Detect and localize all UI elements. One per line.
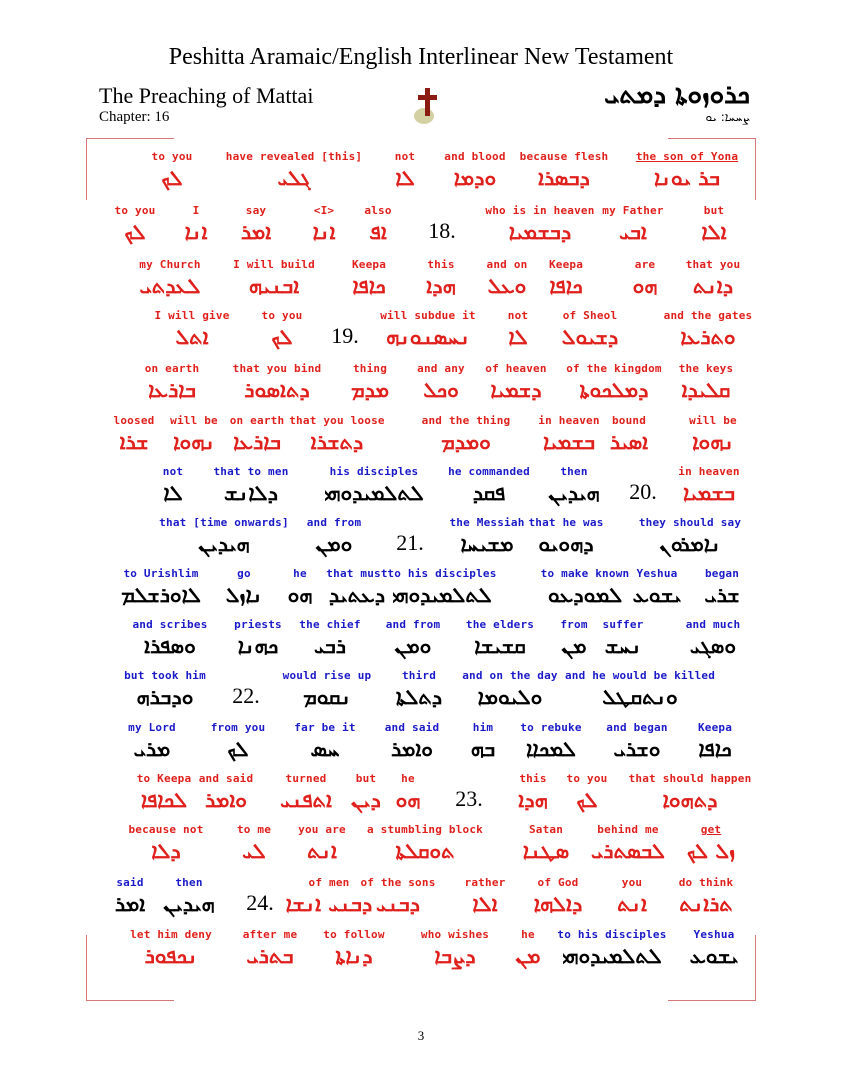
syriac-word: ܢܟܦܘܪ xyxy=(144,944,198,968)
english-gloss: go xyxy=(237,567,251,580)
syriac-word: ܠܟ xyxy=(271,325,293,349)
syriac-word: ܒܗ xyxy=(470,737,496,761)
english-gloss: began xyxy=(704,567,740,580)
english-gloss: because flesh xyxy=(519,150,609,163)
interlinear-row xyxy=(0,928,842,980)
syriac-word: ܒܐܪܥܐ xyxy=(148,378,196,402)
syriac-word: ܝܫܘܥ xyxy=(632,583,682,607)
cross-icon xyxy=(410,86,444,126)
english-gloss: and much xyxy=(685,618,741,631)
verse-number: 24. xyxy=(246,890,274,915)
english-gloss: after me xyxy=(242,928,298,941)
english-gloss: will be xyxy=(689,414,737,427)
english-gloss: and he would be killed xyxy=(564,669,716,682)
english-gloss: the elders xyxy=(465,618,535,631)
english-gloss: would rise up xyxy=(282,669,372,682)
syriac-word: ܢܗܘܐ xyxy=(173,430,215,454)
syriac-word: ܕܐܠܗܐ xyxy=(533,892,583,916)
syriac-word: ܠܐ xyxy=(163,481,183,505)
english-gloss: of the sons xyxy=(360,876,436,889)
syriac-word: ܘܟܠ xyxy=(423,378,459,402)
english-gloss: to you xyxy=(566,772,608,785)
verse-number: 22. xyxy=(232,683,260,708)
syriac-word: ܘܕܒܪܗ xyxy=(136,685,194,709)
english-gloss: you xyxy=(621,876,643,889)
english-gloss: third xyxy=(401,669,437,682)
syriac-word: ܐܡܪ xyxy=(240,220,272,244)
english-gloss: from you xyxy=(210,721,266,734)
syriac-word: ܐܢܐ xyxy=(184,220,208,244)
syriac-word: ܒܫܡܝܐ xyxy=(682,481,736,505)
english-gloss: you are xyxy=(298,823,346,836)
document-title: Peshitta Aramaic/English Interlinear New Testament xyxy=(168,44,674,70)
syriac-word: ܘܫܪܝ xyxy=(613,737,661,761)
english-gloss: will be xyxy=(170,414,218,427)
syriac-word: ܐܢܐ xyxy=(312,220,336,244)
english-gloss: of men xyxy=(308,876,350,889)
english-gloss: to make known xyxy=(540,567,630,580)
english-gloss: to his disciples xyxy=(387,567,497,580)
english-gloss: that must xyxy=(326,567,388,580)
syriac-word: ܕܬܠܬܐ xyxy=(395,685,443,709)
english-gloss: behind me xyxy=(597,823,659,836)
english-gloss: that to men xyxy=(213,465,289,478)
english-gloss: of God xyxy=(537,876,579,889)
syriac-word: ܩܠܝܕܐ xyxy=(681,378,731,402)
english-gloss: and scribes xyxy=(132,618,208,631)
syriac-word: ܕܠܐ xyxy=(151,839,181,863)
syriac-word: ܦܩܕ xyxy=(472,481,506,505)
syriac-word: ܗܝܕܝܢ xyxy=(548,481,600,505)
syriac-word: ܕܝܢ xyxy=(351,788,381,812)
english-gloss: Satan xyxy=(528,823,564,836)
syriac-word: ܠܝ xyxy=(242,839,266,863)
syriac-word: ܢܐܙܠ xyxy=(225,583,263,607)
english-gloss: and said xyxy=(384,721,440,734)
syriac-word: ܟܐܦܐ xyxy=(352,274,386,298)
english-gloss: have revealed [this] xyxy=(225,150,363,163)
english-gloss: not xyxy=(162,465,184,478)
english-gloss: of the kingdom xyxy=(566,362,662,375)
syriac-word: ܕܬܫܪܐ xyxy=(310,430,364,454)
syriac-word: ܠܬܠܡܝܕܘܗܝ xyxy=(324,481,424,505)
syriac-word: ܐܬܦܢܝ xyxy=(280,788,332,812)
syriac-word: ܐܬܠ xyxy=(175,325,209,349)
syriac-word: ܠܥܕܬܝ xyxy=(139,274,201,298)
syriac-word: ܒܬܪܝ xyxy=(246,944,294,968)
english-gloss: in heaven xyxy=(678,465,740,478)
syriac-word: ܕܒܢܝ ܐܢܫܐ xyxy=(285,892,373,916)
syriac-word: ܢܚܣܢܘܢܗ xyxy=(386,325,470,349)
english-gloss: this xyxy=(427,258,455,271)
syriac-word: ܕܬܐܣܘܪ xyxy=(244,378,310,402)
syriac-word: ܠܬܠܡܝܕܘܗܝ xyxy=(562,944,662,968)
english-gloss: Yeshua xyxy=(636,567,678,580)
english-gloss: then xyxy=(560,465,588,478)
english-gloss: who is in heaven xyxy=(485,204,595,217)
english-gloss: that should happen xyxy=(628,772,752,785)
verse-number: 21. xyxy=(396,530,424,555)
syriac-word: ܡܢ xyxy=(515,944,541,968)
interlinear-row xyxy=(0,669,842,721)
syriac-word: ܠܐ xyxy=(395,166,415,190)
english-gloss: to you xyxy=(114,204,156,217)
syriac-word: ܬܘܩܠܬܐ xyxy=(395,839,455,863)
english-gloss: said xyxy=(116,876,144,889)
syriac-word: ܗܘ xyxy=(395,788,421,812)
syriac-chapter-label: ܨܚܚܐ: ܝܘ xyxy=(705,110,750,124)
syriac-word: ܡܢ xyxy=(561,634,587,658)
syriac-word: ܗܝܕܝܢ xyxy=(198,532,250,556)
syriac-word: ܫܪܝ xyxy=(704,583,740,607)
syriac-word: ܡܕܡ xyxy=(351,378,389,402)
syriac-word: ܢܗܘܐ xyxy=(692,430,734,454)
syriac-word: ܠܟ xyxy=(161,166,183,190)
chapter-label: Chapter: 16 xyxy=(99,109,170,125)
syriac-word: ܗܘ xyxy=(287,583,313,607)
syriac-word: ܐܡܪ xyxy=(114,892,146,916)
syriac-word: ܠܬܠܡܝܕܘܗܝ xyxy=(392,583,492,607)
english-gloss: the son of Yona xyxy=(635,150,739,163)
english-gloss: Keepa xyxy=(548,258,584,271)
syriac-word: ܠܐܘܪܫܠܡ xyxy=(121,583,201,607)
syriac-word: ܕܫܡܝܐ xyxy=(490,378,542,402)
syriac-word: ܕܡܠܟܘܬܐ xyxy=(579,378,649,402)
syriac-word: ܘܡܕܡ xyxy=(441,430,491,454)
frame-bottom-left xyxy=(86,1000,174,1001)
page-number: 3 xyxy=(417,1028,425,1043)
interlinear-row xyxy=(0,362,842,414)
english-gloss: bound xyxy=(611,414,647,427)
english-gloss: he xyxy=(521,928,535,941)
english-gloss: are xyxy=(634,258,656,271)
syriac-word: ܟܐܦܐ xyxy=(698,737,732,761)
english-gloss: to you xyxy=(261,309,303,322)
english-gloss: let him deny xyxy=(130,928,212,941)
syriac-word: ܠܟ xyxy=(576,788,598,812)
syriac-word: ܗܕܐ xyxy=(518,788,548,812)
english-gloss: and from xyxy=(306,516,362,529)
english-gloss: that you xyxy=(685,258,741,271)
syriac-word: ܕܒܢܝ xyxy=(375,892,421,916)
english-gloss: Keepa xyxy=(697,721,733,734)
english-gloss: and the thing xyxy=(421,414,511,427)
english-gloss: to his disciples xyxy=(557,928,667,941)
syriac-word: ܢܚܫ xyxy=(604,634,642,658)
english-gloss: suffer xyxy=(602,618,644,631)
syriac-word: ܒܫܡܝܐ xyxy=(542,430,596,454)
syriac-word: ܠܡܘܕܥܘ xyxy=(547,583,623,607)
syriac-word: ܐܢܬ xyxy=(617,892,647,916)
syriac-word: ܕܗܘܝܘ xyxy=(538,532,594,556)
syriac-word: ܢܐܡܪܘܢ xyxy=(659,532,721,556)
english-gloss: and began xyxy=(606,721,668,734)
syriac-word: ܬܪܐܢܬ xyxy=(679,892,733,916)
syriac-word: ܘܕܡܐ xyxy=(453,166,497,190)
syriac-word: ܗܕܐ xyxy=(426,274,456,298)
interlinear-row xyxy=(0,876,842,928)
english-gloss: because not xyxy=(128,823,204,836)
syriac-word: ܚܣ xyxy=(310,737,340,761)
english-gloss: will subdue it xyxy=(380,309,476,322)
english-gloss: they should say xyxy=(638,516,742,529)
english-gloss: priests xyxy=(234,618,282,631)
syriac-word: ܫܪܐ xyxy=(119,430,149,454)
syriac-word: ܩܫܝܫܐ xyxy=(474,634,526,658)
english-gloss: to rebuke xyxy=(520,721,582,734)
frame-top-right xyxy=(668,138,756,139)
english-gloss: and from xyxy=(385,618,441,631)
english-gloss: to follow xyxy=(323,928,385,941)
english-gloss: this xyxy=(519,772,547,785)
english-gloss: he commanded xyxy=(448,465,530,478)
syriac-word: ܕܠܐܢܫ xyxy=(224,481,278,505)
english-gloss: but xyxy=(355,772,377,785)
interlinear-row xyxy=(0,721,842,773)
syriac-word: ܗܝܕܝܢ xyxy=(163,892,215,916)
interlinear-row xyxy=(0,618,842,670)
english-gloss: and any xyxy=(417,362,465,375)
syriac-word: ܐܠܐ xyxy=(701,220,727,244)
interlinear-row xyxy=(0,823,842,875)
english-gloss: to you xyxy=(151,150,193,163)
english-gloss: Keepa xyxy=(351,258,387,271)
english-gloss: rather xyxy=(464,876,506,889)
verse-number: 23. xyxy=(455,786,483,811)
english-gloss: that you loose xyxy=(289,414,385,427)
syriac-word: ܡܪܝ xyxy=(133,737,171,761)
syriac-word: ܐܢܬ xyxy=(307,839,337,863)
syriac-word: ܘܬܪܥܐ xyxy=(680,325,736,349)
syriac-word: ܐܒܢܝܗ xyxy=(248,274,300,298)
english-gloss: of Sheol xyxy=(562,309,618,322)
interlinear-row xyxy=(0,465,842,517)
english-gloss: my Father xyxy=(602,204,664,217)
syriac-word: ܕܢܐܬܐ xyxy=(335,944,373,968)
syriac-word: ܪܒܝ xyxy=(314,634,346,658)
syriac-word: ܒܐܪܥܐ xyxy=(233,430,281,454)
english-gloss: not xyxy=(507,309,529,322)
syriac-word: ܕܬܗܘܐ xyxy=(662,788,718,812)
english-gloss: I will build xyxy=(233,258,315,271)
verse-number: 18. xyxy=(428,218,456,243)
syriac-word: ܘܣܓܝ xyxy=(689,634,737,658)
english-gloss: the chief xyxy=(299,618,361,631)
english-gloss: say xyxy=(245,204,267,217)
interlinear-row xyxy=(0,772,842,824)
interlinear-row xyxy=(0,258,842,310)
verse-number: 20. xyxy=(629,479,657,504)
english-gloss: to me xyxy=(236,823,272,836)
syriac-word: ܠܒܣܬܪܝ xyxy=(591,839,665,863)
syriac-word: ܟܐܦܐ xyxy=(549,274,583,298)
syriac-word: ܒܪ ܝܘܢܐ xyxy=(654,166,720,190)
english-gloss: on earth xyxy=(229,414,285,427)
syriac-word: ܠܟ xyxy=(124,220,146,244)
syriac-word: ܠܟ xyxy=(227,737,249,761)
english-gloss: I will give xyxy=(154,309,230,322)
syriac-word: ܣܛܢܐ xyxy=(522,839,570,863)
english-gloss: on earth xyxy=(144,362,200,375)
english-gloss: the keys xyxy=(678,362,734,375)
syriac-word: ܐܣܝܪ xyxy=(609,430,649,454)
syriac-word: ܕܫܝܘܠ xyxy=(561,325,619,349)
english-gloss: turned xyxy=(285,772,327,785)
book-title: The Preaching of Mattai xyxy=(99,83,314,108)
english-gloss: of heaven xyxy=(485,362,547,375)
syriac-word: ܘܡܢ xyxy=(315,532,353,556)
english-gloss: he xyxy=(293,567,307,580)
interlinear-row xyxy=(0,567,842,619)
english-gloss: and on xyxy=(486,258,528,271)
english-gloss: that you bind xyxy=(232,362,322,375)
english-gloss: and the gates xyxy=(663,309,753,322)
syriac-word: ܠܡܟܐܐ xyxy=(526,737,576,761)
english-gloss: the Messiah xyxy=(449,516,525,529)
syriac-word: ܗܘ xyxy=(632,274,658,298)
syriac-word: ܓܠܝ xyxy=(277,166,311,190)
english-gloss: to Urishlim xyxy=(123,567,199,580)
syriac-word: ܘܥܠ xyxy=(487,274,527,298)
interlinear-row xyxy=(0,516,842,568)
english-gloss: get xyxy=(700,823,722,836)
english-gloss: and on the day xyxy=(462,669,558,682)
interlinear-row xyxy=(0,150,842,202)
syriac-word: ܘܢܬܩܛܠ xyxy=(602,685,678,709)
syriac-word: ܕܒܣܪܐ xyxy=(538,166,590,190)
verse-number: 19. xyxy=(331,323,359,348)
english-gloss: in heaven xyxy=(538,414,600,427)
english-gloss: who wishes xyxy=(420,928,490,941)
english-gloss: then xyxy=(175,876,203,889)
english-gloss: I xyxy=(192,204,200,217)
syriac-word: ܡܫܝܚܐ xyxy=(460,532,514,556)
frame-bottom-right xyxy=(668,1000,756,1001)
english-gloss: far be it xyxy=(294,721,356,734)
syriac-word: ܐܠܐ xyxy=(472,892,498,916)
syriac-word: ܟܗܢܐ xyxy=(237,634,279,658)
syriac-word: ܘܣܦܪܐ xyxy=(144,634,196,658)
english-gloss: him xyxy=(472,721,494,734)
english-gloss: that he was xyxy=(528,516,604,529)
syriac-word: ܘܐܡܪ xyxy=(204,788,248,812)
syriac-word: ܠܐ xyxy=(508,325,528,349)
interlinear-row xyxy=(0,309,842,361)
syriac-word: ܕܥܬܝܕ xyxy=(328,583,386,607)
syriac-word: ܕܒܫܡܝܐ xyxy=(508,220,572,244)
english-gloss: thing xyxy=(352,362,388,375)
syriac-word: ܘܠܝܘܡܐ xyxy=(477,685,543,709)
frame-top-left xyxy=(86,138,174,139)
english-gloss: to Keepa xyxy=(136,772,192,785)
english-gloss: Yeshua xyxy=(693,928,735,941)
english-gloss: do think xyxy=(678,876,734,889)
english-gloss: <I> xyxy=(313,204,335,217)
syriac-word: ܘܐܡܪ xyxy=(390,737,434,761)
syriac-word: ܘܡܢ xyxy=(394,634,432,658)
english-gloss: a stumbling block xyxy=(367,823,483,836)
english-gloss: not xyxy=(394,150,416,163)
syriac-word: ܕܨܒܐ xyxy=(434,944,476,968)
english-gloss: but took him xyxy=(124,669,206,682)
syriac-word: ܐܦ xyxy=(369,220,387,244)
interlinear-row xyxy=(0,204,842,256)
english-gloss: and blood xyxy=(444,150,506,163)
english-gloss: but xyxy=(703,204,725,217)
interlinear-row xyxy=(0,414,842,466)
english-gloss: and said xyxy=(198,772,254,785)
english-gloss: that [time onwards] xyxy=(159,516,289,529)
english-gloss: my Church xyxy=(139,258,201,271)
syriac-word: ܐܒܝ xyxy=(619,220,647,244)
english-gloss: my Lord xyxy=(128,721,176,734)
syriac-word: ܢܩܘܡ xyxy=(303,685,351,709)
english-gloss: also xyxy=(364,204,392,217)
english-gloss: loosed xyxy=(113,414,155,427)
english-gloss: from xyxy=(560,618,588,631)
syriac-word: ܝܫܘܥ xyxy=(689,944,739,968)
syriac-word: ܕܐܢܬ xyxy=(692,274,734,298)
english-gloss: he xyxy=(401,772,415,785)
english-gloss: his disciples xyxy=(329,465,419,478)
syriac-book-title: ܟܪܘܙܘܬܐ ܕܡܬܝ xyxy=(604,80,750,110)
syriac-word: ܠܟܐܦܐ xyxy=(140,788,188,812)
syriac-word: ܙܠ ܠܟ xyxy=(686,839,736,863)
